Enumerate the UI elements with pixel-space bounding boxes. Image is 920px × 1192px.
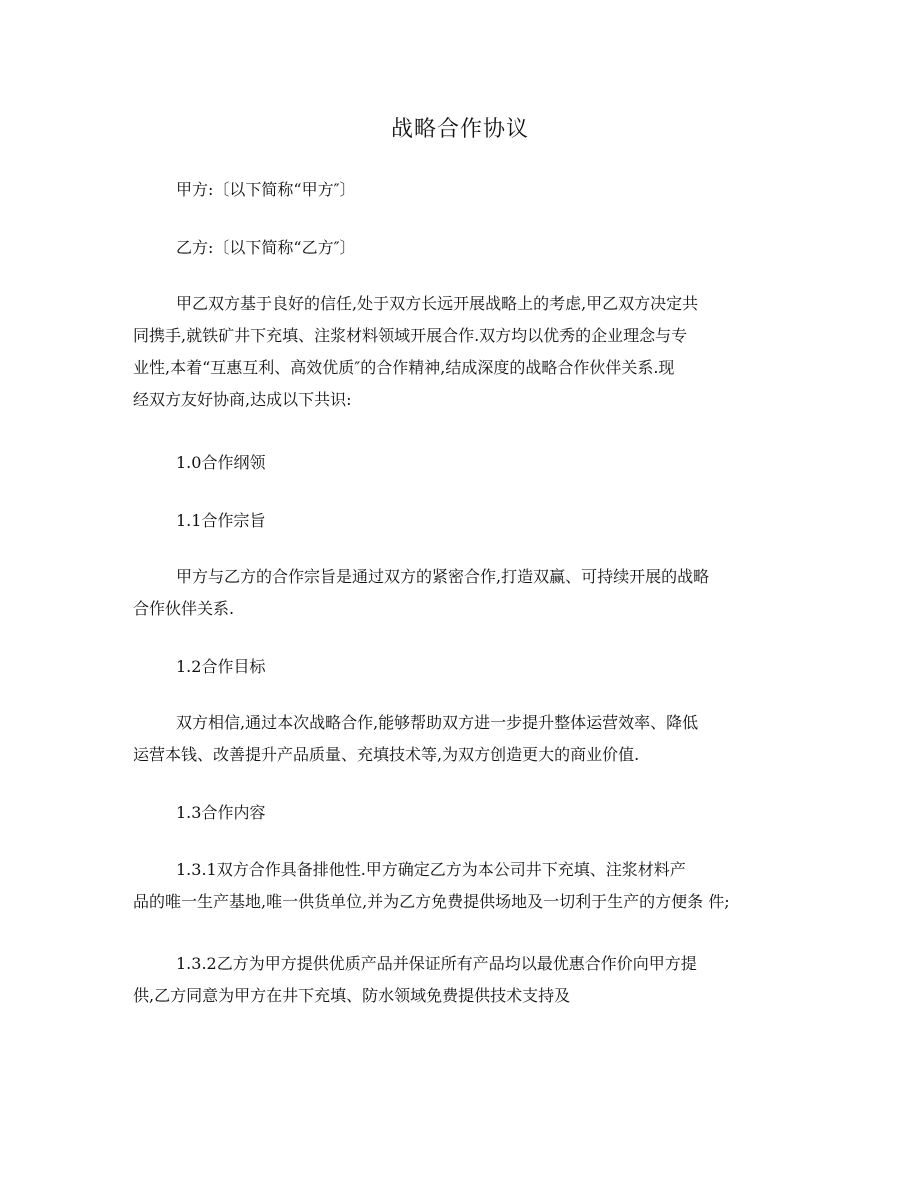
section-heading-1-1: 1.1合作宗旨 (176, 511, 266, 530)
goal-line: 运营本钱、改善提升产品质量、充填技术等,为双方创造更大的商业价值. (133, 745, 640, 764)
document-title: 战略合作协议 (390, 117, 529, 142)
party-a-line: 甲方:〔以下简称“甲方″〕 (176, 180, 356, 199)
clause-line: 1.3.1双方合作具备排他性.甲方确定乙方为本公司井下充填、注浆材料产 (176, 860, 686, 879)
party-b-line: 乙方:〔以下简称“乙方″〕 (176, 238, 356, 257)
preamble-line: 甲乙双方基于良好的信任,处于双方长远开展战略上的考虑,甲乙双方决定共 (176, 294, 699, 313)
section-heading-1-3: 1.3合作内容 (176, 803, 266, 822)
clause-line: 1.3.2乙方为甲方提供优质产品并保证所有产品均以最优惠合作价向甲方提 (176, 954, 697, 973)
clause-line: 品的唯一生产基地,唯一供货单位,并为乙方免费提供场地及一切利于生产的方便条 件; (133, 892, 730, 911)
section-heading-1-0: 1.0合作纲领 (176, 453, 266, 472)
purpose-line: 合作伙伴关系. (133, 599, 235, 618)
section-heading-1-2: 1.2合作目标 (176, 657, 266, 676)
preamble-line: 同携手,就铁矿井下充填、注浆材料领域开展合作.双方均以优秀的企业理念与专 (133, 326, 688, 345)
goal-line: 双方相信,通过本次战略合作,能够帮助双方进一步提升整体运营效率、降低 (176, 713, 699, 732)
purpose-line: 甲方与乙方的合作宗旨是通过双方的紧密合作,打造双赢、可持续开展的战略 (176, 567, 710, 586)
preamble-line: 经双方友好协商,达成以下共识: (133, 390, 352, 409)
clause-line: 供,乙方同意为甲方在井下充填、防水领域免费提供技术支持及 (133, 986, 571, 1005)
preamble-line: 业性,本着“互惠互利、高效优质″的合作精神,结成深度的战略合作伙伴关系.现 (133, 358, 675, 377)
